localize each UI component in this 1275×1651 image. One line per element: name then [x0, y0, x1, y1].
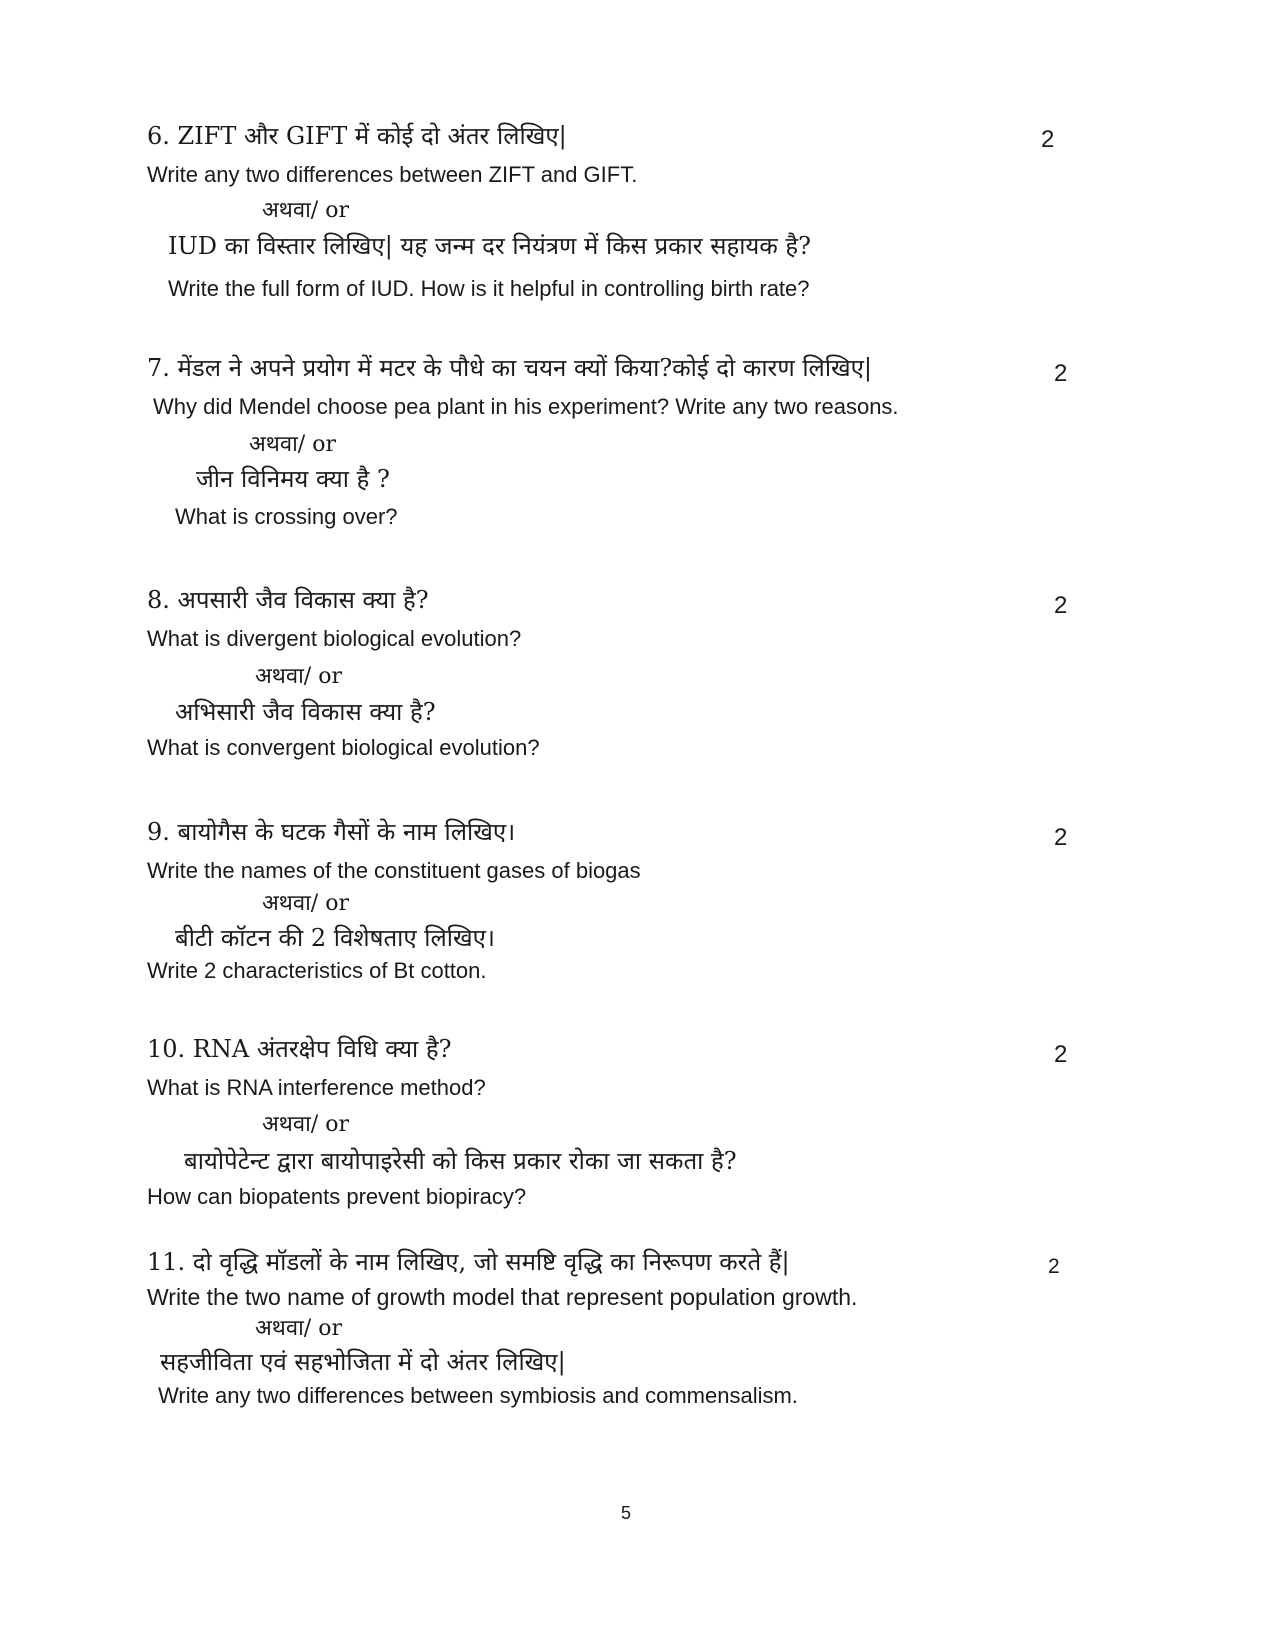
- question-7-english: Why did Mendel choose pea plant in his experiment? Write any two reasons.: [153, 394, 899, 419]
- question-10-hindi: 10. RNA अंतरक्षेप विधि क्या है?: [147, 1035, 452, 1063]
- question-11-or-label: अथवा/ or: [255, 1316, 342, 1341]
- question-6-marks: 2: [1041, 126, 1055, 153]
- question-8-alt-hindi: अभिसारी जैव विकास क्या है?: [175, 698, 436, 726]
- page-number: 5: [621, 1503, 632, 1523]
- question-6-hindi: 6. ZIFT और GIFT में कोई दो अंतर लिखिए|: [147, 122, 567, 150]
- question-10-marks: 2: [1054, 1041, 1068, 1068]
- question-7-marks: 2: [1054, 360, 1068, 387]
- question-9-alt-english: Write 2 characteristics of Bt cotton.: [147, 958, 487, 983]
- question-11-english: Write the two name of growth model that represent population growth.: [147, 1284, 858, 1310]
- question-9-hindi: 9. बायोगैस के घटक गैसों के नाम लिखिए।: [147, 818, 516, 846]
- question-7-or-label: अथवा/ or: [249, 432, 336, 457]
- question-8-hindi: 8. अपसारी जैव विकास क्या है?: [147, 586, 429, 614]
- question-6-or-label: अथवा/ or: [262, 198, 349, 223]
- question-9-or-label: अथवा/ or: [262, 891, 349, 916]
- question-6-english: Write any two differences between ZIFT and GIFT.: [147, 162, 638, 187]
- question-10-alt-english: How can biopatents prevent biopiracy?: [147, 1184, 527, 1209]
- question-6-alt-hindi: IUD का विस्तार लिखिए| यह जन्म दर नियंत्रण में किस प्रकार सहायक है?: [168, 232, 812, 260]
- question-11-alt-english: Write any two differences between symbiosis and commensalism.: [158, 1383, 798, 1408]
- question-7-hindi: 7. मेंडल ने अपने प्रयोग में मटर के पौधे का चयन क्यों किया?कोई दो कारण लिखिए|: [147, 354, 873, 382]
- question-7-alt-hindi: जीन विनिमय क्या है ?: [196, 465, 390, 493]
- question-11-alt-hindi: सहजीविता एवं सहभोजिता में दो अंतर लिखिए|: [160, 1348, 566, 1376]
- question-8-or-label: अथवा/ or: [255, 664, 342, 689]
- question-8-marks: 2: [1054, 592, 1068, 619]
- question-9-marks: 2: [1054, 824, 1068, 851]
- question-11-hindi: 11. दो वृद्धि मॉडलों के नाम लिखिए, जो समष्टि वृद्धि का निरूपण करते हैं|: [147, 1248, 790, 1276]
- question-10-english: What is RNA interference method?: [147, 1075, 486, 1100]
- question-7-alt-english: What is crossing over?: [175, 504, 398, 529]
- question-9-alt-hindi: बीटी कॉटन की 2 विशेषताए लिखिए।: [175, 924, 495, 952]
- question-8-alt-english: What is convergent biological evolution?: [147, 735, 540, 760]
- question-10-alt-hindi: बायोपेटेन्ट द्वारा बायोपाइरेसी को किस प्रकार रोका जा सकता है?: [184, 1147, 737, 1175]
- question-9-english: Write the names of the constituent gases of biogas: [147, 858, 641, 883]
- question-8-english: What is divergent biological evolution?: [147, 626, 522, 651]
- question-11-marks: 2: [1048, 1255, 1060, 1278]
- question-10-or-label: अथवा/ or: [262, 1112, 349, 1137]
- question-6-alt-english: Write the full form of IUD. How is it helpful in controlling birth rate?: [168, 276, 810, 301]
